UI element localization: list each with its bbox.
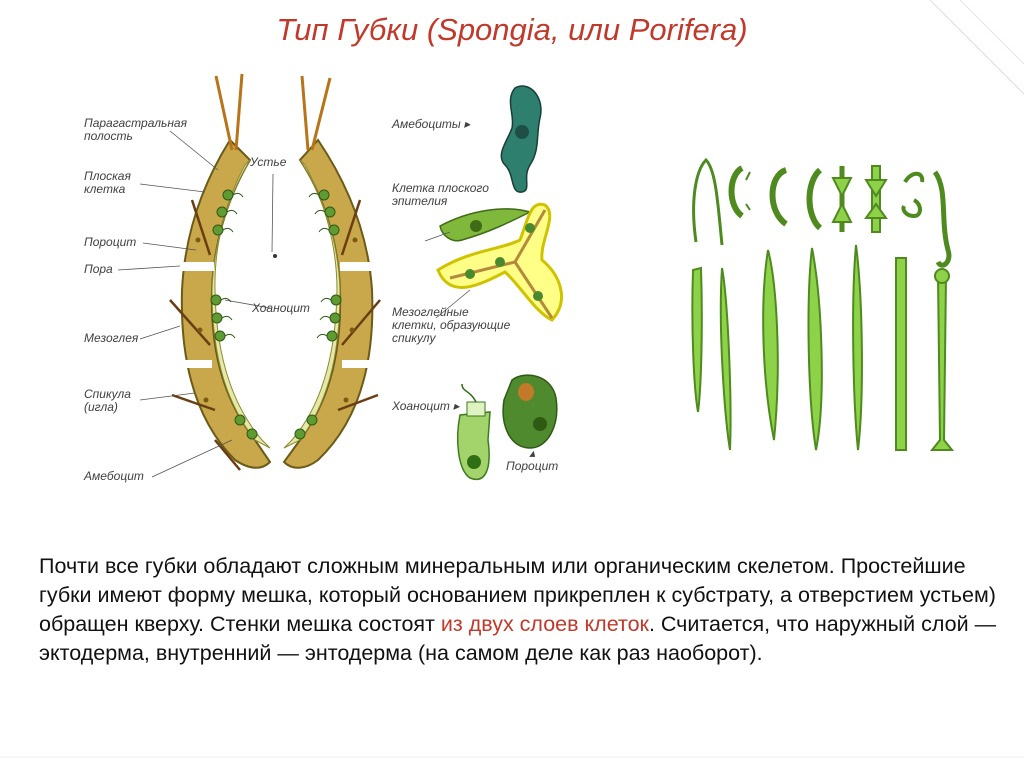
label-pore: Пора [84,262,113,276]
label-osculum: Устье [250,155,287,169]
label-spicule: Спикула (игла) [84,387,131,414]
body-text-part2: . Считается, что наружный слой — эктодерма, внутренний — энтодерма (на самом деле как раз наоборот). [39,612,997,665]
label-amoebocytes: Амебоциты ▸ [392,117,471,131]
label-flat-epithelium: Клетка плоского эпителия [392,181,489,208]
label-mesoglea: Мезоглея [84,331,139,345]
slide-title: Тип Губки (Spongia, или Porifera) [276,12,748,47]
label-porocyte: Пороцит [84,235,137,249]
body-text-highlight: из двух слоев клеток [440,612,649,636]
label-flat-cell: Плоская клетка [84,169,131,196]
cell-types-diagram [425,86,561,479]
label-paragastral: Парагастральная полость [84,116,188,143]
label-amoebocyte: Амебоцит [84,469,144,483]
body-text [39,552,999,668]
body-text-part1: Почти все губки обладают сложным минеральным или органическим скелетом. Простейшие губки имеют форму мешка, который основанием прикреплен к субстрату, а отверстием устьем) обращен кверху. Стенки мешка состоят [39,554,996,636]
label-choanocyte: Хоаноцит [252,301,310,315]
label-porocyte-right: ▴ Пороцит [506,446,559,473]
label-choanocyte-right: Хоаноцит ▸ [392,399,460,413]
label-mesoglea-cells: Мезоглейные клетки, образующие спикулу [392,305,511,345]
spicule-shapes [692,160,952,450]
